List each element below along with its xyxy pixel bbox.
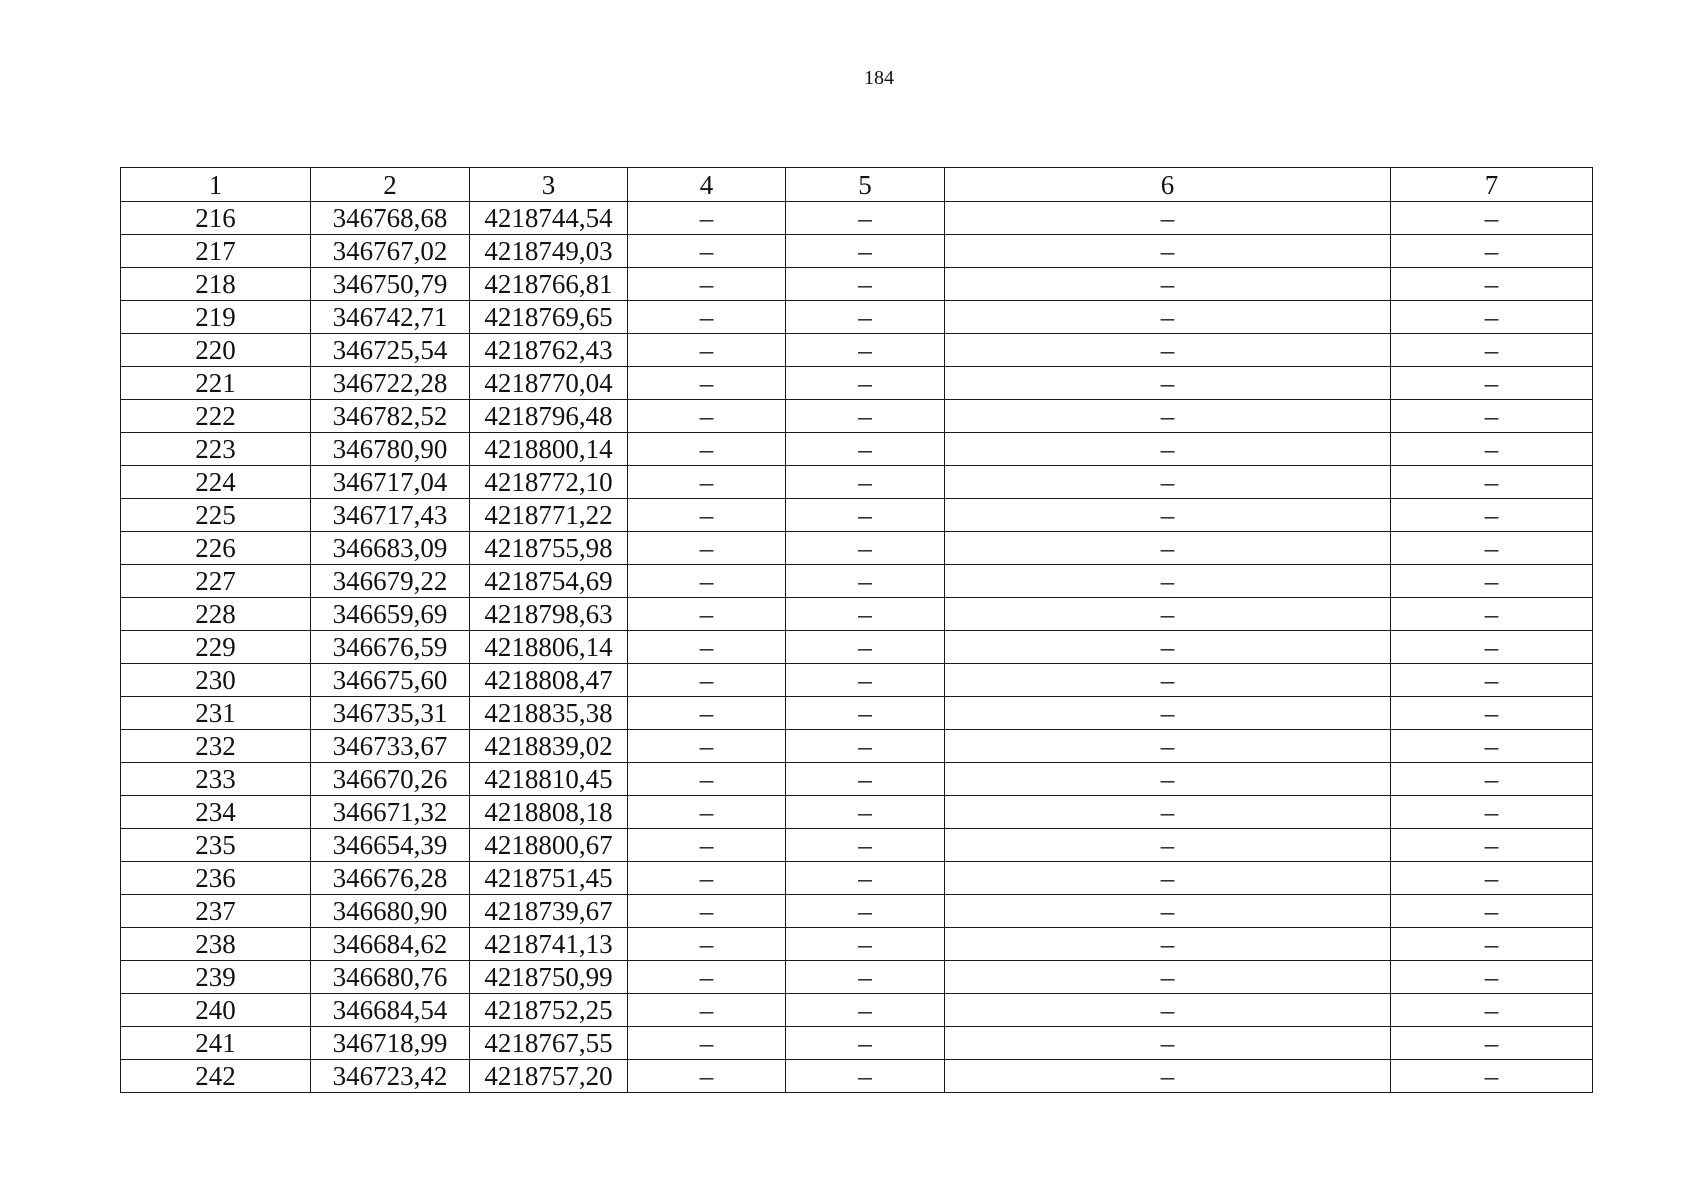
column-4-cell: – — [628, 1060, 786, 1093]
column-header: 7 — [1391, 168, 1593, 202]
column-7-cell: – — [1391, 499, 1593, 532]
column-7-cell: – — [1391, 796, 1593, 829]
table-row — [121, 895, 1593, 928]
column-5-cell: – — [786, 829, 945, 862]
y-coordinate-cell: 4218839,02 — [470, 730, 628, 763]
table-row — [121, 928, 1593, 961]
point-number-cell: 238 — [121, 928, 311, 961]
column-6-cell: – — [945, 697, 1391, 730]
column-6-cell: – — [945, 862, 1391, 895]
column-7-cell: – — [1391, 829, 1593, 862]
column-4-cell: – — [628, 499, 786, 532]
table-row — [121, 565, 1593, 598]
table-row — [121, 1060, 1593, 1093]
point-number-cell: 229 — [121, 631, 311, 664]
point-number-cell: 231 — [121, 697, 311, 730]
column-5-cell: – — [786, 268, 945, 301]
x-coordinate-cell: 346654,39 — [311, 829, 470, 862]
column-5-cell: – — [786, 961, 945, 994]
y-coordinate-cell: 4218752,25 — [470, 994, 628, 1027]
column-7-cell: – — [1391, 367, 1593, 400]
column-5-cell: – — [786, 862, 945, 895]
point-number-cell: 228 — [121, 598, 311, 631]
x-coordinate-cell: 346768,68 — [311, 202, 470, 235]
column-5-cell: – — [786, 1027, 945, 1060]
y-coordinate-cell: 4218800,67 — [470, 829, 628, 862]
y-coordinate-cell: 4218806,14 — [470, 631, 628, 664]
point-number-cell: 221 — [121, 367, 311, 400]
column-7-cell: – — [1391, 400, 1593, 433]
column-6-cell: – — [945, 400, 1391, 433]
column-5-cell: – — [786, 664, 945, 697]
table-row — [121, 862, 1593, 895]
column-5-cell: – — [786, 631, 945, 664]
point-number-cell: 241 — [121, 1027, 311, 1060]
table-row — [121, 730, 1593, 763]
y-coordinate-cell: 4218762,43 — [470, 334, 628, 367]
column-7-cell: – — [1391, 1060, 1593, 1093]
table-row — [121, 367, 1593, 400]
table-row — [121, 994, 1593, 1027]
x-coordinate-cell: 346679,22 — [311, 565, 470, 598]
column-4-cell: – — [628, 268, 786, 301]
table-row — [121, 1027, 1593, 1060]
x-coordinate-cell: 346723,42 — [311, 1060, 470, 1093]
column-7-cell: – — [1391, 598, 1593, 631]
column-6-cell: – — [945, 994, 1391, 1027]
column-4-cell: – — [628, 796, 786, 829]
column-6-cell: – — [945, 235, 1391, 268]
y-coordinate-cell: 4218749,03 — [470, 235, 628, 268]
column-7-cell: – — [1391, 334, 1593, 367]
y-coordinate-cell: 4218769,65 — [470, 301, 628, 334]
column-6-cell: – — [945, 928, 1391, 961]
y-coordinate-cell: 4218755,98 — [470, 532, 628, 565]
column-5-cell: – — [786, 895, 945, 928]
column-5-cell: – — [786, 1060, 945, 1093]
column-6-cell: – — [945, 1027, 1391, 1060]
point-number-cell: 242 — [121, 1060, 311, 1093]
y-coordinate-cell: 4218810,45 — [470, 763, 628, 796]
x-coordinate-cell: 346717,04 — [311, 466, 470, 499]
y-coordinate-cell: 4218770,04 — [470, 367, 628, 400]
column-7-cell: – — [1391, 565, 1593, 598]
column-7-cell: – — [1391, 730, 1593, 763]
point-number-cell: 219 — [121, 301, 311, 334]
column-6-cell: – — [945, 268, 1391, 301]
column-header: 1 — [121, 168, 311, 202]
column-7-cell: – — [1391, 532, 1593, 565]
x-coordinate-cell: 346684,54 — [311, 994, 470, 1027]
column-header: 3 — [470, 168, 628, 202]
column-4-cell: – — [628, 1027, 786, 1060]
table-row — [121, 235, 1593, 268]
column-4-cell: – — [628, 928, 786, 961]
column-5-cell: – — [786, 499, 945, 532]
point-number-cell: 236 — [121, 862, 311, 895]
column-4-cell: – — [628, 697, 786, 730]
point-number-cell: 233 — [121, 763, 311, 796]
table-row — [121, 334, 1593, 367]
point-number-cell: 232 — [121, 730, 311, 763]
point-number-cell: 218 — [121, 268, 311, 301]
x-coordinate-cell: 346676,59 — [311, 631, 470, 664]
column-4-cell: – — [628, 664, 786, 697]
column-7-cell: – — [1391, 763, 1593, 796]
column-7-cell: – — [1391, 961, 1593, 994]
x-coordinate-cell: 346683,09 — [311, 532, 470, 565]
table-row — [121, 598, 1593, 631]
y-coordinate-cell: 4218741,13 — [470, 928, 628, 961]
column-7-cell: – — [1391, 1027, 1593, 1060]
x-coordinate-cell: 346671,32 — [311, 796, 470, 829]
column-7-cell: – — [1391, 202, 1593, 235]
column-5-cell: – — [786, 202, 945, 235]
column-6-cell: – — [945, 466, 1391, 499]
table-row — [121, 697, 1593, 730]
y-coordinate-cell: 4218767,55 — [470, 1027, 628, 1060]
column-7-cell: – — [1391, 268, 1593, 301]
x-coordinate-cell: 346767,02 — [311, 235, 470, 268]
column-7-cell: – — [1391, 664, 1593, 697]
point-number-cell: 237 — [121, 895, 311, 928]
point-number-cell: 220 — [121, 334, 311, 367]
table-body — [121, 168, 1593, 1093]
column-7-cell: – — [1391, 994, 1593, 1027]
column-6-cell: – — [945, 895, 1391, 928]
column-7-cell: – — [1391, 697, 1593, 730]
y-coordinate-cell: 4218739,67 — [470, 895, 628, 928]
column-header: 5 — [786, 168, 945, 202]
x-coordinate-cell: 346750,79 — [311, 268, 470, 301]
x-coordinate-cell: 346676,28 — [311, 862, 470, 895]
point-number-cell: 226 — [121, 532, 311, 565]
y-coordinate-cell: 4218744,54 — [470, 202, 628, 235]
column-5-cell: – — [786, 994, 945, 1027]
column-4-cell: – — [628, 961, 786, 994]
column-4-cell: – — [628, 202, 786, 235]
column-4-cell: – — [628, 730, 786, 763]
y-coordinate-cell: 4218751,45 — [470, 862, 628, 895]
x-coordinate-cell: 346718,99 — [311, 1027, 470, 1060]
column-5-cell: – — [786, 796, 945, 829]
y-coordinate-cell: 4218766,81 — [470, 268, 628, 301]
column-6-cell: – — [945, 961, 1391, 994]
y-coordinate-cell: 4218750,99 — [470, 961, 628, 994]
column-4-cell: – — [628, 301, 786, 334]
column-7-cell: – — [1391, 631, 1593, 664]
x-coordinate-cell: 346742,71 — [311, 301, 470, 334]
table-row — [121, 466, 1593, 499]
point-number-cell: 227 — [121, 565, 311, 598]
table-row — [121, 829, 1593, 862]
column-6-cell: – — [945, 598, 1391, 631]
column-5-cell: – — [786, 697, 945, 730]
column-7-cell: – — [1391, 301, 1593, 334]
column-6-cell: – — [945, 829, 1391, 862]
table-row — [121, 400, 1593, 433]
column-5-cell: – — [786, 301, 945, 334]
y-coordinate-cell: 4218772,10 — [470, 466, 628, 499]
column-7-cell: – — [1391, 862, 1593, 895]
y-coordinate-cell: 4218798,63 — [470, 598, 628, 631]
column-4-cell: – — [628, 367, 786, 400]
y-coordinate-cell: 4218754,69 — [470, 565, 628, 598]
column-7-cell: – — [1391, 235, 1593, 268]
column-5-cell: – — [786, 598, 945, 631]
y-coordinate-cell: 4218771,22 — [470, 499, 628, 532]
column-4-cell: – — [628, 532, 786, 565]
y-coordinate-cell: 4218808,47 — [470, 664, 628, 697]
column-5-cell: – — [786, 565, 945, 598]
column-7-cell: – — [1391, 928, 1593, 961]
y-coordinate-cell: 4218796,48 — [470, 400, 628, 433]
column-6-cell: – — [945, 301, 1391, 334]
point-number-cell: 240 — [121, 994, 311, 1027]
point-number-cell: 235 — [121, 829, 311, 862]
column-5-cell: – — [786, 466, 945, 499]
column-6-cell: – — [945, 796, 1391, 829]
point-number-cell: 230 — [121, 664, 311, 697]
x-coordinate-cell: 346735,31 — [311, 697, 470, 730]
table-row — [121, 796, 1593, 829]
y-coordinate-cell: 4218757,20 — [470, 1060, 628, 1093]
column-5-cell: – — [786, 763, 945, 796]
column-5-cell: – — [786, 730, 945, 763]
point-number-cell: 234 — [121, 796, 311, 829]
column-5-cell: – — [786, 400, 945, 433]
point-number-cell: 216 — [121, 202, 311, 235]
point-number-cell: 217 — [121, 235, 311, 268]
table-row — [121, 433, 1593, 466]
column-4-cell: – — [628, 400, 786, 433]
x-coordinate-cell: 346659,69 — [311, 598, 470, 631]
column-6-cell: – — [945, 565, 1391, 598]
table-row — [121, 202, 1593, 235]
column-5-cell: – — [786, 433, 945, 466]
table-header-row — [121, 168, 1593, 202]
x-coordinate-cell: 346684,62 — [311, 928, 470, 961]
point-number-cell: 239 — [121, 961, 311, 994]
column-7-cell: – — [1391, 466, 1593, 499]
column-6-cell: – — [945, 334, 1391, 367]
column-6-cell: – — [945, 499, 1391, 532]
column-4-cell: – — [628, 334, 786, 367]
column-header: 2 — [311, 168, 470, 202]
column-4-cell: – — [628, 994, 786, 1027]
column-5-cell: – — [786, 367, 945, 400]
x-coordinate-cell: 346780,90 — [311, 433, 470, 466]
column-4-cell: – — [628, 565, 786, 598]
column-6-cell: – — [945, 730, 1391, 763]
column-6-cell: – — [945, 664, 1391, 697]
column-5-cell: – — [786, 235, 945, 268]
column-6-cell: – — [945, 1060, 1391, 1093]
column-4-cell: – — [628, 598, 786, 631]
point-number-cell: 222 — [121, 400, 311, 433]
x-coordinate-cell: 346782,52 — [311, 400, 470, 433]
y-coordinate-cell: 4218800,14 — [470, 433, 628, 466]
table-row — [121, 631, 1593, 664]
table-row — [121, 961, 1593, 994]
page-number: 184 — [864, 67, 894, 89]
column-6-cell: – — [945, 763, 1391, 796]
table-row — [121, 664, 1593, 697]
x-coordinate-cell: 346670,26 — [311, 763, 470, 796]
column-7-cell: – — [1391, 895, 1593, 928]
table-row — [121, 499, 1593, 532]
column-6-cell: – — [945, 367, 1391, 400]
column-4-cell: – — [628, 631, 786, 664]
table-row — [121, 268, 1593, 301]
column-4-cell: – — [628, 895, 786, 928]
column-5-cell: – — [786, 928, 945, 961]
column-5-cell: – — [786, 334, 945, 367]
table-row — [121, 763, 1593, 796]
column-4-cell: – — [628, 763, 786, 796]
column-6-cell: – — [945, 202, 1391, 235]
y-coordinate-cell: 4218808,18 — [470, 796, 628, 829]
column-4-cell: – — [628, 862, 786, 895]
x-coordinate-cell: 346680,90 — [311, 895, 470, 928]
table-row — [121, 532, 1593, 565]
column-4-cell: – — [628, 433, 786, 466]
x-coordinate-cell: 346717,43 — [311, 499, 470, 532]
coordinates-table — [120, 167, 1593, 1093]
column-4-cell: – — [628, 235, 786, 268]
column-7-cell: – — [1391, 433, 1593, 466]
y-coordinate-cell: 4218835,38 — [470, 697, 628, 730]
point-number-cell: 224 — [121, 466, 311, 499]
point-number-cell: 223 — [121, 433, 311, 466]
column-4-cell: – — [628, 466, 786, 499]
column-5-cell: – — [786, 532, 945, 565]
table-row — [121, 301, 1593, 334]
column-6-cell: – — [945, 433, 1391, 466]
column-6-cell: – — [945, 532, 1391, 565]
x-coordinate-cell: 346722,28 — [311, 367, 470, 400]
column-header: 4 — [628, 168, 786, 202]
column-4-cell: – — [628, 829, 786, 862]
x-coordinate-cell: 346733,67 — [311, 730, 470, 763]
x-coordinate-cell: 346675,60 — [311, 664, 470, 697]
column-header: 6 — [945, 168, 1391, 202]
x-coordinate-cell: 346680,76 — [311, 961, 470, 994]
point-number-cell: 225 — [121, 499, 311, 532]
column-6-cell: – — [945, 631, 1391, 664]
x-coordinate-cell: 346725,54 — [311, 334, 470, 367]
